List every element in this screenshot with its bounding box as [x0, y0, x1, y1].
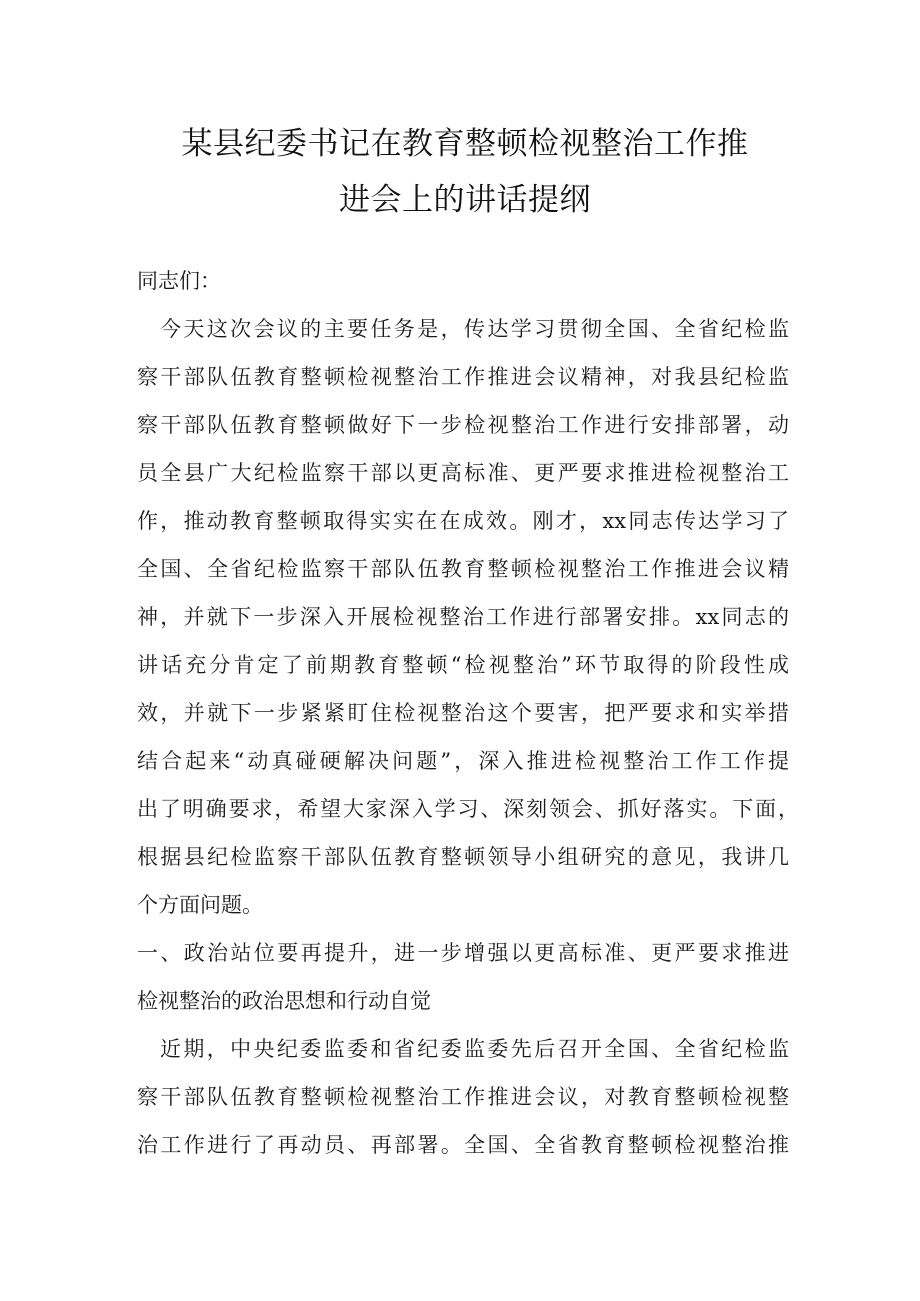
paragraph-line: 结合起来“动真碰硬解决问题”，深入推进检视整治工作工作提 [137, 749, 789, 773]
section-heading-line: 检视整治的政治思想和行动自觉 [137, 989, 431, 1013]
section-heading-line: 一、政治站位要再提升，进一步增强以更高标准、更严要求推进 [137, 941, 789, 965]
paragraph-line: 个方面问题。 [137, 893, 263, 917]
paragraph-line: 根据县纪检监察干部队伍教育整顿领导小组研究的意见，我讲几 [137, 845, 789, 869]
paragraph-line: 察干部队伍教育整顿检视整治工作推进会议精神，对我县纪检监 [137, 365, 789, 389]
paragraph-line: 讲话充分肯定了前期教育整顿“检视整治”环节取得的阶段性成 [137, 653, 789, 677]
paragraph-line: 效，并就下一步紧紧盯住检视整治这个要害，把严要求和实举措 [137, 701, 789, 725]
paragraph-line: 出了明确要求，希望大家深入学习、深刻领会、抓好落实。下面， [137, 797, 799, 821]
paragraph-line: 员全县广大纪检监察干部以更高标准、更严要求推进检视整治工 [137, 461, 789, 485]
paragraph-line: 察干部队伍教育整顿做好下一步检视整治工作进行安排部署，动 [137, 413, 789, 437]
paragraph-line: 全国、全省纪检监察干部队伍教育整顿检视整治工作推进会议精 [137, 557, 789, 581]
document-title-line-2: 进会上的讲话提纲 [339, 182, 591, 218]
paragraph-line: 近期，中央纪委监委和省纪委监委先后召开全国、全省纪检监 [160, 1037, 789, 1061]
salutation: 同志们： [137, 269, 221, 293]
paragraph-line: 今天这次会议的主要任务是，传达学习贯彻全国、全省纪检监 [160, 317, 789, 341]
paragraph-line: 治工作进行了再动员、再部署。全国、全省教育整顿检视整治推 [137, 1133, 789, 1157]
paragraph-line: 神，并就下一步深入开展检视整治工作进行部署安排。xx同志的 [137, 605, 789, 629]
paragraph-line: 作，推动教育整顿取得实实在在成效。刚才，xx同志传达学习了 [137, 509, 789, 533]
document-title-line-1: 某县纪委书记在教育整顿检视整治工作推 [181, 126, 749, 162]
paragraph-line: 察干部队伍教育整顿检视整治工作推进会议，对教育整顿检视整 [137, 1085, 789, 1109]
